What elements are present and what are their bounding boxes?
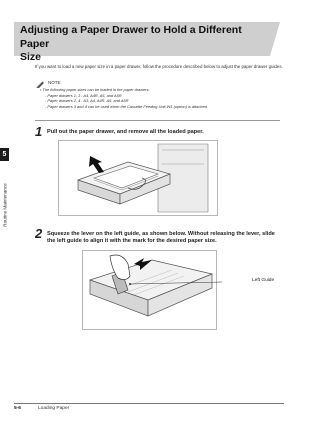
chapter-tab: 5 xyxy=(0,148,9,161)
step-text: Pull out the paper drawer, and remove all the loaded paper. xyxy=(47,129,204,135)
intro-paragraph: If you want to load a new paper size in a paper drawer, follow the procedure described below to adjust the paper drawer guides. xyxy=(35,64,283,69)
note-bullet: • The following paper sizes can be loaded in the paper drawers: xyxy=(40,87,150,92)
note-body xyxy=(40,87,280,109)
section-title-line1: Adjusting a Paper Drawer to Hold a Different Paper xyxy=(20,24,242,50)
left-guide-callout: Left Guide xyxy=(252,278,275,283)
note-item: - Paper drawers 2, 4 : A3, A4, A4R, A5, and A5R xyxy=(45,98,129,104)
step-number: 1 xyxy=(35,124,43,139)
section-title xyxy=(20,24,270,65)
step-text: Squeeze the lever on the left guide, as shown below. Without releasing the lever, slide the left guide to align it with the mark for the desired paper size. xyxy=(47,231,275,245)
section-title-band xyxy=(14,22,280,63)
left-guide-illustration xyxy=(82,250,258,330)
divider xyxy=(35,120,280,121)
note-label: NOTE xyxy=(48,80,61,85)
footer-rule xyxy=(14,403,284,404)
step-number: 2 xyxy=(35,226,43,241)
note-item: - Paper drawers 1, 3 : A4, A4R, A5, and A5R xyxy=(45,92,122,98)
chapter-side-label xyxy=(0,170,9,240)
drawer-pull-illustration xyxy=(58,140,218,216)
note-item: - Paper drawers 3 and 4 can be used when the Cassette Feeding Unit-W1 (option) is attached. xyxy=(45,103,208,109)
chapter-side-label-text: Routine Maintenance xyxy=(2,183,7,227)
footer-title: Loading Paper xyxy=(38,406,70,411)
page-number: 5-6 xyxy=(14,406,21,411)
section-title-line2: Size xyxy=(20,51,42,63)
